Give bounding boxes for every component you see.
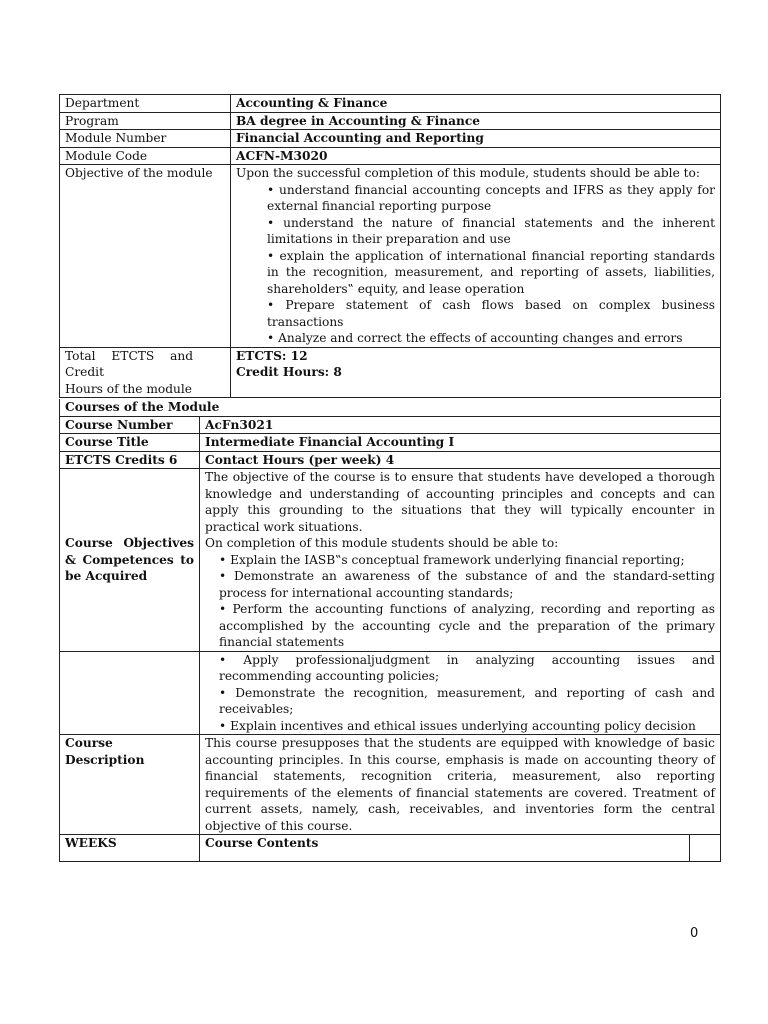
- course-objectives-paragraph: The objective of the course is to ensure that students have developed a thorough knowledge and understanding of accounting principles and concepts and can apply this grounding to the situations that they will typically encounter in practical work situations.: [205, 470, 715, 534]
- module-info-table: [59, 94, 721, 398]
- page-number: 0: [690, 926, 699, 941]
- objective-item: • understand the nature of financial statements and the inherent limitations in their preparation and use: [267, 215, 715, 248]
- module-code-label: Module Code: [60, 147, 231, 165]
- objective-row: [60, 165, 721, 348]
- department-label: Department: [60, 95, 231, 113]
- module-code-value: ACFN-M3020: [231, 147, 721, 165]
- course-contents-label: Course Contents: [200, 835, 690, 862]
- module-code-row: [60, 147, 721, 165]
- department-row: [60, 95, 721, 113]
- course-number-label: Course Number: [60, 416, 200, 434]
- course-description-text: This course presupposes that the students are equipped with knowledge of basic accounting principles. In this course, emphasis is made on accounting theory of financial statements, recognition criteria, measurement, also reporting requirements of the elements of financial statements are covered. Treatment of current assets, namely, cash, receivables, and inventories form the central objective of this course.: [200, 735, 721, 835]
- course-objectives-cell: [200, 469, 721, 652]
- module-number-label: Module Number: [60, 130, 231, 148]
- program-value: BA degree in Accounting & Finance: [231, 112, 721, 130]
- course-objective-item: • Explain the IASB‟s conceptual framework underlying financial reporting;: [219, 552, 715, 569]
- total-etcts-label: Total ETCTS and Credit: [65, 348, 193, 379]
- credit-hours-value: Credit Hours: 8: [236, 365, 342, 379]
- objective-label: Objective of the module: [60, 165, 231, 348]
- module-number-value: Financial Accounting and Reporting: [231, 130, 721, 148]
- department-value: Accounting & Finance: [231, 95, 721, 113]
- objective-intro: Upon the successful completion of this module, students should be able to:: [236, 166, 700, 180]
- courses-table: [59, 399, 721, 862]
- course-title-label: Course Title: [60, 434, 200, 452]
- course-objective-item: • Perform the accounting functions of analyzing, recording and reporting as accomplished by the accounting cycle and the preparation of the primary financial statements: [219, 601, 715, 651]
- course-description-label: Course Description: [60, 735, 200, 835]
- course-objective-item: • Apply professionaljudgment in analyzing accounting issues and recommending accounting policies;: [219, 652, 715, 685]
- contact-hours-value: Contact Hours (per week) 4: [200, 451, 721, 469]
- objective-item: • understand financial accounting concepts and IFRS as they apply for external financial reporting purpose: [267, 182, 715, 215]
- total-etcts-label-cell: [60, 347, 231, 398]
- course-objectives-continued-cell: [200, 651, 721, 735]
- objective-item: • Prepare statement of cash flows based on complex business transactions: [267, 297, 715, 330]
- objective-list: [236, 182, 715, 347]
- course-number-value: AcFn3021: [200, 416, 721, 434]
- etcts-value: ETCTS: 12: [236, 348, 308, 363]
- weeks-row: [60, 835, 721, 862]
- hours-of-module-label: Hours of the module: [65, 381, 192, 396]
- empty-label-cell: [60, 651, 200, 735]
- courses-heading-row: [60, 399, 721, 416]
- course-objectives-list-a: [205, 552, 715, 651]
- credits-row: [60, 451, 721, 469]
- course-number-row: [60, 416, 721, 434]
- course-objectives-row: [60, 469, 721, 652]
- total-etcts-value-cell: [231, 347, 721, 398]
- course-objective-item: • Demonstrate an awareness of the substance of and the standard-setting process for international accounting standards;: [219, 568, 715, 601]
- course-title-value: Intermediate Financial Accounting I: [200, 434, 721, 452]
- courses-heading: Courses of the Module: [60, 399, 721, 416]
- course-objectives-label: Course Objectives & Competences to be Acquired: [60, 469, 200, 652]
- total-etcts-row: [60, 347, 721, 398]
- empty-cell: [690, 835, 721, 862]
- course-title-row: [60, 434, 721, 452]
- weeks-label: WEEKS: [60, 835, 200, 862]
- objective-cell: [231, 165, 721, 348]
- course-objectives-intro: On completion of this module students should be able to:: [205, 536, 559, 550]
- module-number-row: [60, 130, 721, 148]
- course-objective-item: • Demonstrate the recognition, measurement, and reporting of cash and receivables;: [219, 685, 715, 718]
- course-objectives-list-b: [205, 652, 715, 735]
- objective-item: • Analyze and correct the effects of accounting changes and errors: [267, 330, 715, 347]
- course-description-row: [60, 735, 721, 835]
- objective-item: • explain the application of international financial reporting standards in the recognition, measurement, and reporting of assets, liabilities, shareholders‟ equity, and lease operation: [267, 248, 715, 298]
- program-label: Program: [60, 112, 231, 130]
- course-objectives-continued-row: [60, 651, 721, 735]
- course-objective-item: • Explain incentives and ethical issues underlying accounting policy decision: [219, 718, 715, 735]
- program-row: [60, 112, 721, 130]
- etcts-credits-label: ETCTS Credits 6: [60, 451, 200, 469]
